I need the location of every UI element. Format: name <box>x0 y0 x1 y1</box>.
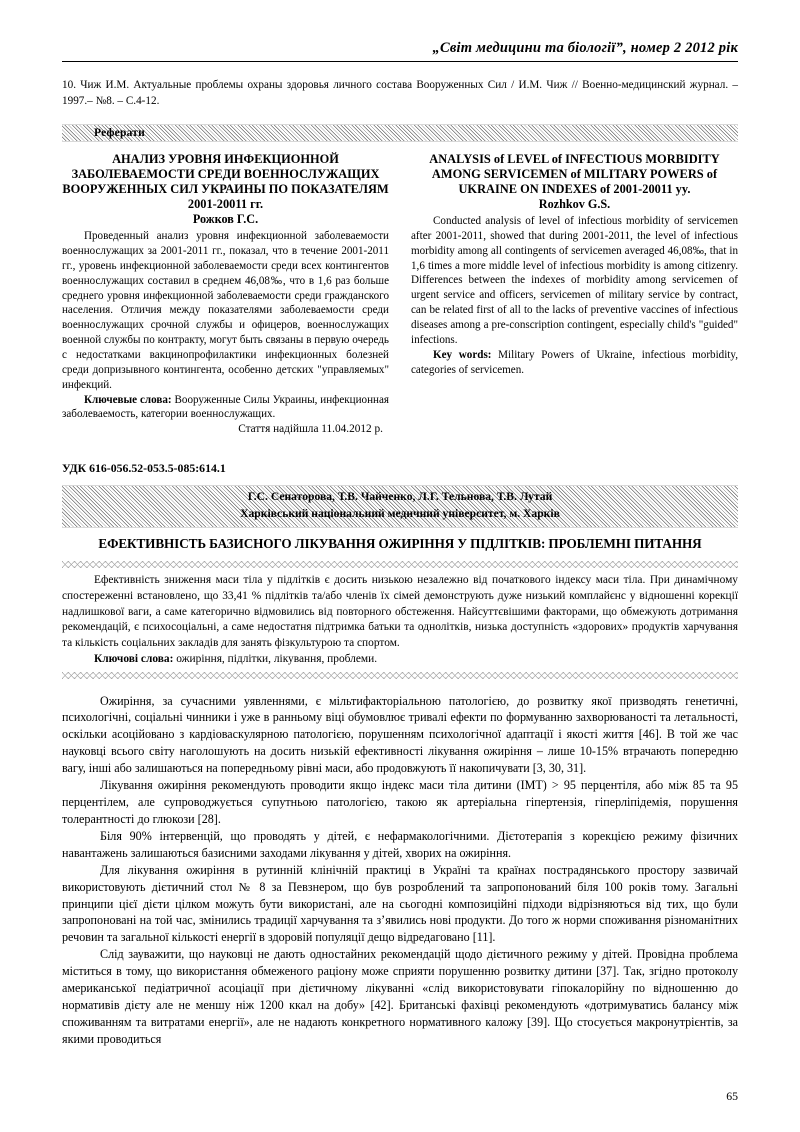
body-paragraph: Біля 90% інтервенцій, що проводять у дітей, є нефармакологічними. Дієтотерапія з корекцією режиму фізичних навантажень залишаються базисними заходами лікування у дітей, хворих на ожиріння. <box>62 828 738 860</box>
article-affiliation: Харківський національний медичний університет, м. Харків <box>240 507 560 521</box>
abstract-keywords-label-en: Key words: <box>433 348 492 361</box>
zigzag-rule-bottom <box>62 672 738 679</box>
article-abstract <box>62 568 738 671</box>
abstract-title-ru: АНАЛИЗ УРОВНЯ ИНФЕКЦИОННОЙ ЗАБОЛЕВАЕМОСТИ СРЕДИ ВОЕННОСЛУЖАЩИХ ВООРУЖЕННЫХ СИЛ УКРАИНЫ ПО ПОКАЗАТЕЛЯМ 2001-20011 гг. <box>62 151 389 212</box>
body-paragraph: Ожиріння, за сучасними уявленнями, є мільтифакторіальною патологією, до розвитку якої призводять генетичні, психологічні, соціальні чинники і уже в ранньому віці обумовлює тривалі ефекти по формуванню захворюваності та летальності, оскільки асоційовано з кардіоваскулярною патологією, порушенням психологічної адаптації і якості життя [46]. В той же час науковці всього світу наголошують на досить низькій ефективності лікування ожиріння – лише 10-15% втрачають попередню вагу, інші або залишаються на попередньому рівні маси, або продовжують її накопичувати [3, 30, 31]. <box>62 693 738 776</box>
abstract-keywords-ru <box>62 393 389 423</box>
article-body <box>62 693 738 1048</box>
reference-entry: 10. Чиж И.М. Актуальные проблемы охраны здоровья личного состава Вооруженных Сил / И.М. Чиж // Военно-медицинский журнал. – 1997.– №8. – С.4-12. <box>62 79 738 107</box>
rubric-label: Реферати <box>94 126 145 139</box>
page-number: 65 <box>726 1089 738 1103</box>
running-head: „Світ медицини та біології”, номер 2 2012 рік <box>432 40 738 56</box>
abstract-keywords-text-en: Military Powers of Ukraine, infectious morbidity, categories of servicemen. <box>411 348 738 376</box>
body-paragraph: Для лікування ожиріння в рутинній клінічній практиці в Україні та країнах пострадянського простору зазвичай використовують дієтичний стол № 8 за Певзнером, що був розроблений та запропонований біля 100 років тому. Загальні принципи цієї дієти цілком можуть бути використані, але на сьогодні композиційні підходи відрізняються від тих, що були запропоновані на той час, змінились традиції харчування та з’явились нові продукти. До того ж норми споживання різноманітних речовин та загальної кількості енергії в здоровій популяції дещо відредаговано [11]. <box>62 862 738 945</box>
abstract-author-ru: Рожков Г.С. <box>192 212 259 227</box>
abstract-columns <box>62 152 738 436</box>
rubric-band <box>62 124 738 142</box>
abstract-column-ru <box>62 152 389 436</box>
article-keywords-label: Ключові слова: <box>94 652 174 665</box>
article-authors: Г.С. Сенаторова, Т.В. Чайченко, Л.Г. Тельнова, Т.В. Лутай <box>247 490 553 504</box>
abstract-column-en <box>411 152 738 436</box>
abstract-title-en: ANALYSIS of LEVEL of INFECTIOUS MORBIDITY AMONG SERVICEMEN of MILITARY POWERS of UKRAINE ON INDEXES of 2001-20011 yy. <box>429 151 720 197</box>
page-content <box>62 40 738 1048</box>
article-title: ЕФЕКТИВНІСТЬ БАЗИСНОГО ЛІКУВАННЯ ОЖИРІННЯ У ПІДЛІТКІВ: ПРОБЛЕМНІ ПИТАННЯ <box>98 535 702 551</box>
article-keywords-text: ожиріння, підлітки, лікування, проблеми. <box>173 652 378 665</box>
zigzag-rule-top <box>62 561 738 568</box>
authors-band <box>62 485 738 528</box>
abstract-keywords-label-ru: Ключевые слова: <box>84 393 172 406</box>
udc-code: УДК 616-056.52-053.5-085:614.1 <box>62 461 226 476</box>
article-keywords <box>62 652 738 668</box>
article-abstract-text: Ефективність зниження маси тіла у підлітків є досить низькою незалежно від початкового індексу маси тіла. При динамічному спостереженні встановлено, що 33,41 % підлітків та/або членів їх сімей демонструють дуже низький комплайєнс у відношенні корекції надлишкової ваги, а саме категорично відмовились від повторного обстеження. Найсуттєвішими факторами, що обмежують дотримання рекомендацій, є психосоціальні, а саме недостатня підтримка батьки та однолітків, низька доступність «здорових» продуктів харчування та кількість соціальних закладів для занять фізкультурою та спортом. <box>62 574 738 650</box>
received-date: Стаття надійшла 11.04.2012 р. <box>238 423 383 436</box>
body-paragraph: Лікування ожиріння рекомендують проводити якщо індекс маси тіла дитини (ІМТ) > 95 перцентіля, або між 85 та 95 перцентілем, але супроводжується супутньою патологією, такою як артеріальна гіпертензія, гіперліпідемія, порушення толерантності до глюкози [28]. <box>62 778 738 826</box>
body-paragraph: Слід зауважити, що науковці не дають одностайних рекомендацій щодо дієтичного режиму у дітей. Провідна проблема міститься в тому, що використання обмеженого раціону може сприяти порушенню розвитку дитини [37]. Так, згідно протоколу американської педіатричної асоціації при дієтичному лікуванні «слід використовувати гіпокалорійну по відношенню до нормативів дієту але не меншу ніж 1200 ккал на добу» [42]. Британські фахівці рекомендують «дотримуватись балансу між споживанням та витратами енергії», але не надають конкретного нормативного каложу [39]. Що стосується макронутрієнтів, за якими проводиться <box>62 947 738 1046</box>
abstract-body-en: Conducted analysis of level of infectious morbidity of servicemen after 2001-2011, showed that during 2001-2011, the level of infectious morbidity among all contingents of servicemen averaged 46,08‰, that in 1,6 times a more middle level of infectious morbidity is among citizenry. Differences between the indexes of morbidity among servicemen of urgent service and officers, servicemen of military service by contract, can be related first of all to the lacks of preventive vaccines of infectious diseases among a pre-conscription contingent, especially child's "guided" infections. <box>411 215 738 346</box>
abstract-author-en: Rozhkov G.S. <box>538 197 611 212</box>
abstract-keywords-text-ru: Вооруженные Силы Украины, инфекционная заболеваемость, категории военнослужащих. <box>62 393 389 421</box>
abstract-body-ru: Проведенный анализ уровня инфекционной заболеваемости военнослужащих за 2001-2011 гг., показал, что в течение 2001-2011 гг., уровень инфекционной заболеваемости среди всех контингентов военнослужащих составил в среднем 46,08‰, что в 1,6 раз больше среднего уровня инфекционной заболеваемости среди гражданского населения. Отличия между показателями заболеваемости среди военнослужащих срочной службы и офицеров, военнослужащих военной службы по контракту, могут быть связаны в первую очередь с недостатками вакцинопрофилактики инфекционных болезней среди допризывного контингента, особенно детских "управляемых" инфекций. <box>62 230 389 391</box>
abstract-keywords-en <box>411 348 738 378</box>
header-rule <box>62 61 738 62</box>
